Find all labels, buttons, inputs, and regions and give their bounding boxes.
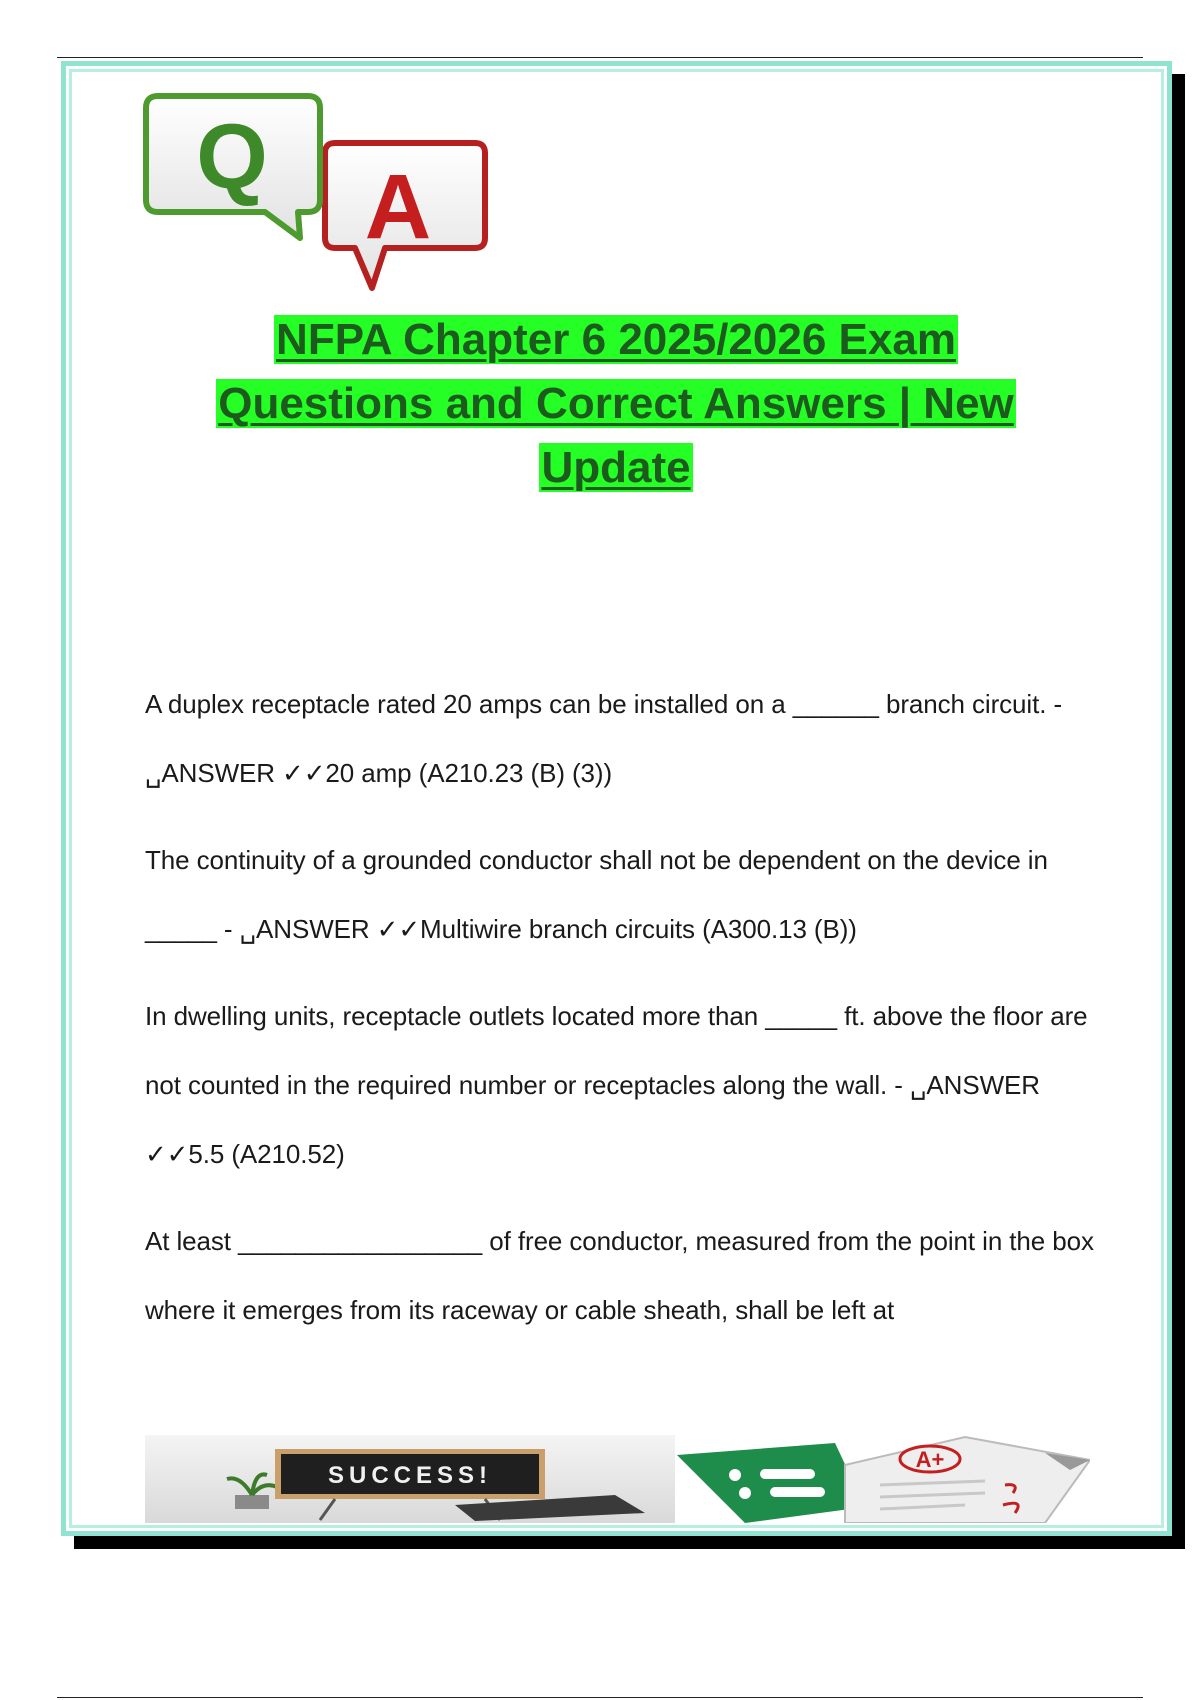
document-checklist-icon (677, 1443, 865, 1523)
question-text: In dwelling units, receptacle outlets located more than _____ ft. above the floor are not counted in the required number or receptacles along the wall. (145, 1001, 1088, 1100)
qa-item (145, 982, 1095, 1189)
document-title (120, 308, 1112, 500)
q-speech-bubble-icon (146, 96, 320, 238)
answer-marker: ANSWER ✓✓ (145, 1070, 1040, 1169)
question-text: The continuity of a grounded conductor shall not be dependent on the device in _____ (145, 845, 1048, 944)
question-text: At least _________________ of free conductor, measured from the point in the box where it emerges from its raceway or cable sheath, shall be left at (145, 1226, 1094, 1325)
a-letter: A (364, 156, 432, 258)
qa-list (145, 670, 1095, 1363)
top-rule (57, 57, 1143, 58)
title-line-1: NFPA Chapter 6 2025/2026 Exam (276, 315, 956, 364)
q-letter: Q (196, 106, 268, 208)
answer-separator: - ␣ (145, 689, 1063, 788)
answer-separator: - ␣ (216, 914, 257, 944)
answer-marker: ANSWER ✓✓ (256, 914, 421, 944)
answer-text: 5.5 (A210.52) (188, 1139, 345, 1169)
answer-marker: ANSWER ✓✓ (161, 758, 326, 788)
answer-text: Multiwire branch circuits (A300.13 (B)) (420, 914, 857, 944)
question-text: A duplex receptacle rated 20 amps can be installed on a ______ branch circuit. (145, 689, 1047, 719)
qa-logo (140, 88, 540, 318)
title-line-2: Questions and Correct Answers | New (218, 379, 1014, 428)
answer-text: 20 amp (A210.23 (B) (3)) (325, 758, 613, 788)
chalkboard-text: SUCCESS! (327, 1462, 493, 1489)
success-banner (145, 1435, 1090, 1523)
graded-paper-icon (845, 1437, 1090, 1523)
grade-text: A+ (915, 1447, 945, 1472)
a-speech-bubble-icon (325, 143, 485, 288)
answer-separator: - ␣ (887, 1070, 927, 1100)
bottom-rule (57, 1697, 1143, 1698)
qa-item (145, 826, 1095, 964)
qa-item (145, 670, 1095, 808)
qa-item (145, 1207, 1095, 1345)
title-line-3: Update (541, 443, 691, 492)
